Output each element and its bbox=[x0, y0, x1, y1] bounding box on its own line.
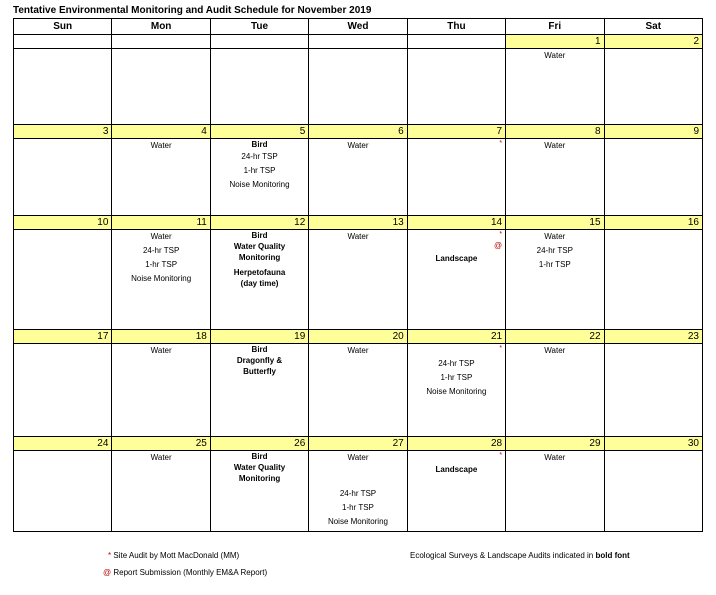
monitoring-entry: Water bbox=[150, 141, 172, 150]
monitoring-entry: 1-hr TSP bbox=[243, 166, 276, 175]
day-number-cell: 20 bbox=[309, 330, 407, 344]
day-cell bbox=[112, 230, 210, 330]
day-number-row bbox=[14, 330, 703, 344]
day-number-cell: 24 bbox=[14, 437, 112, 451]
monitoring-entry: Water bbox=[544, 346, 566, 355]
day-number-row bbox=[14, 125, 703, 139]
site-audit-marker: * bbox=[499, 140, 503, 147]
day-number-cell bbox=[112, 35, 210, 49]
monitoring-entry: Noise Monitoring bbox=[327, 517, 388, 526]
monitoring-entry: Water bbox=[347, 141, 369, 150]
monitoring-entry: 1-hr TSP bbox=[538, 260, 571, 269]
weekday-header: Thu bbox=[407, 19, 505, 35]
day-number-cell bbox=[14, 35, 112, 49]
day-number-cell: 22 bbox=[506, 330, 604, 344]
day-cell bbox=[604, 49, 702, 125]
day-cell bbox=[309, 139, 407, 216]
day-cell bbox=[14, 451, 112, 532]
weekday-header: Wed bbox=[309, 19, 407, 35]
monitoring-entry: Water bbox=[544, 51, 566, 60]
day-cell bbox=[604, 230, 702, 330]
day-number-cell: 8 bbox=[506, 125, 604, 139]
day-cell bbox=[14, 49, 112, 125]
site-audit-text: Site Audit by Mott MacDonald (MM) bbox=[113, 551, 240, 560]
monitoring-entry: Water bbox=[347, 453, 369, 462]
day-cell bbox=[506, 230, 604, 330]
weekday-header: Sun bbox=[14, 19, 112, 35]
ecological-survey-entry: Water Quality bbox=[233, 463, 286, 472]
day-cell bbox=[407, 139, 505, 216]
report-text: Report Submission (Monthly EM&A Report) bbox=[113, 568, 268, 577]
day-number-cell: 6 bbox=[309, 125, 407, 139]
ecological-survey-entry: Bird bbox=[251, 345, 268, 354]
monitoring-entry: Noise Monitoring bbox=[426, 387, 487, 396]
day-content-row bbox=[14, 451, 703, 532]
day-cell bbox=[14, 230, 112, 330]
day-number-cell: 29 bbox=[506, 437, 604, 451]
day-cell bbox=[210, 139, 308, 216]
monitoring-entry: Water bbox=[150, 346, 172, 355]
day-cell bbox=[112, 344, 210, 437]
ecological-survey-entry: Water Quality bbox=[233, 242, 286, 251]
monitoring-entry: Water bbox=[150, 232, 172, 241]
ecological-survey-entry: Herpetofauna bbox=[233, 268, 286, 277]
monitoring-entry: Water bbox=[544, 453, 566, 462]
weekday-header: Sat bbox=[604, 19, 702, 35]
day-number-cell: 3 bbox=[14, 125, 112, 139]
day-cell bbox=[407, 49, 505, 125]
day-cell bbox=[309, 344, 407, 437]
monitoring-entry: 24-hr TSP bbox=[438, 359, 475, 368]
weekday-header: Fri bbox=[506, 19, 604, 35]
day-number-cell: 11 bbox=[112, 216, 210, 230]
ecological-survey-entry: Monitoring bbox=[238, 253, 281, 262]
day-cell bbox=[604, 344, 702, 437]
day-cell bbox=[506, 344, 604, 437]
ecological-survey-entry: Bird bbox=[251, 452, 268, 461]
calendar-grid bbox=[13, 18, 703, 532]
legend-site-audit bbox=[108, 551, 239, 560]
day-cell bbox=[210, 49, 308, 125]
monitoring-entry: 24-hr TSP bbox=[536, 246, 573, 255]
day-number-cell bbox=[210, 35, 308, 49]
day-cell bbox=[112, 139, 210, 216]
day-number-cell: 2 bbox=[604, 35, 702, 49]
day-cell bbox=[309, 230, 407, 330]
monitoring-entry: Water bbox=[544, 141, 566, 150]
site-audit-marker: * bbox=[499, 452, 503, 459]
day-cell bbox=[407, 451, 505, 532]
day-cell bbox=[407, 344, 505, 437]
day-number-cell: 28 bbox=[407, 437, 505, 451]
day-number-cell: 21 bbox=[407, 330, 505, 344]
day-number-cell: 16 bbox=[604, 216, 702, 230]
report-symbol: @ bbox=[103, 568, 112, 577]
day-cell bbox=[309, 451, 407, 532]
day-number-cell: 23 bbox=[604, 330, 702, 344]
day-cell bbox=[112, 451, 210, 532]
day-cell bbox=[14, 344, 112, 437]
day-number-cell: 9 bbox=[604, 125, 702, 139]
monitoring-entry: 24-hr TSP bbox=[339, 489, 377, 498]
weekday-header-row bbox=[14, 19, 703, 35]
day-content-row bbox=[14, 344, 703, 437]
monitoring-entry: Water bbox=[347, 232, 369, 241]
ecological-survey-entry: Landscape bbox=[435, 254, 478, 263]
day-number-row bbox=[14, 216, 703, 230]
day-number-cell: 7 bbox=[407, 125, 505, 139]
day-number-cell: 19 bbox=[210, 330, 308, 344]
monitoring-entry: 1-hr TSP bbox=[145, 260, 178, 269]
legend-report-submission bbox=[103, 568, 267, 577]
day-number-cell bbox=[407, 35, 505, 49]
monitoring-entry: 1-hr TSP bbox=[342, 503, 374, 512]
day-cell bbox=[506, 49, 604, 125]
day-cell bbox=[112, 49, 210, 125]
day-number-cell: 15 bbox=[506, 216, 604, 230]
site-audit-marker: * bbox=[499, 345, 503, 352]
monitoring-entry: 24-hr TSP bbox=[241, 152, 278, 161]
monitoring-entry: Noise Monitoring bbox=[131, 274, 192, 283]
day-cell bbox=[309, 49, 407, 125]
day-cell bbox=[604, 451, 702, 532]
day-cell bbox=[14, 139, 112, 216]
report-submission-marker: @ bbox=[493, 241, 503, 250]
day-cell bbox=[407, 230, 505, 330]
day-number-cell: 12 bbox=[210, 216, 308, 230]
ecological-text: Ecological Surveys & Landscape Audits indicated in bbox=[410, 551, 594, 560]
day-number-cell: 18 bbox=[112, 330, 210, 344]
font-word: font bbox=[614, 551, 630, 560]
ecological-survey-entry: Landscape bbox=[435, 465, 478, 474]
day-number-cell: 5 bbox=[210, 125, 308, 139]
day-cell bbox=[506, 451, 604, 532]
day-number-cell: 1 bbox=[506, 35, 604, 49]
day-cell bbox=[210, 344, 308, 437]
weekday-header: Mon bbox=[112, 19, 210, 35]
day-number-cell bbox=[309, 35, 407, 49]
day-number-cell: 30 bbox=[604, 437, 702, 451]
site-audit-symbol: * bbox=[108, 551, 112, 560]
legend-ecological bbox=[410, 551, 630, 560]
monitoring-entry: 1-hr TSP bbox=[440, 373, 473, 382]
ecological-survey-entry: Monitoring bbox=[238, 474, 281, 483]
day-content-row bbox=[14, 230, 703, 330]
day-cell bbox=[210, 451, 308, 532]
day-number-row bbox=[14, 35, 703, 49]
ecological-survey-entry: Dragonfly & bbox=[236, 356, 283, 365]
day-content-row bbox=[14, 139, 703, 216]
monitoring-entry: Water bbox=[347, 346, 369, 355]
schedule-title: Tentative Environmental Monitoring and Audit Schedule for November 2019 bbox=[13, 5, 372, 16]
monitoring-entry: Noise Monitoring bbox=[229, 180, 290, 189]
ecological-survey-entry: Bird bbox=[251, 231, 268, 240]
site-audit-marker: * bbox=[499, 231, 503, 238]
day-number-cell: 4 bbox=[112, 125, 210, 139]
day-number-cell: 26 bbox=[210, 437, 308, 451]
day-number-row bbox=[14, 437, 703, 451]
monitoring-entry: Water bbox=[544, 232, 566, 241]
day-number-cell: 10 bbox=[14, 216, 112, 230]
day-number-cell: 13 bbox=[309, 216, 407, 230]
bold-word: bold bbox=[595, 551, 613, 560]
day-cell bbox=[210, 230, 308, 330]
ecological-survey-entry: Butterfly bbox=[243, 367, 276, 376]
day-number-cell: 14 bbox=[407, 216, 505, 230]
day-number-cell: 25 bbox=[112, 437, 210, 451]
day-number-cell: 27 bbox=[309, 437, 407, 451]
monitoring-entry: 24-hr TSP bbox=[142, 246, 180, 255]
monitoring-entry: Water bbox=[150, 453, 172, 462]
ecological-survey-entry: (day time) bbox=[240, 279, 279, 288]
weekday-header: Tue bbox=[210, 19, 308, 35]
day-cell bbox=[506, 139, 604, 216]
day-content-row bbox=[14, 49, 703, 125]
day-number-cell: 17 bbox=[14, 330, 112, 344]
day-cell bbox=[604, 139, 702, 216]
ecological-survey-entry: Bird bbox=[251, 140, 268, 149]
